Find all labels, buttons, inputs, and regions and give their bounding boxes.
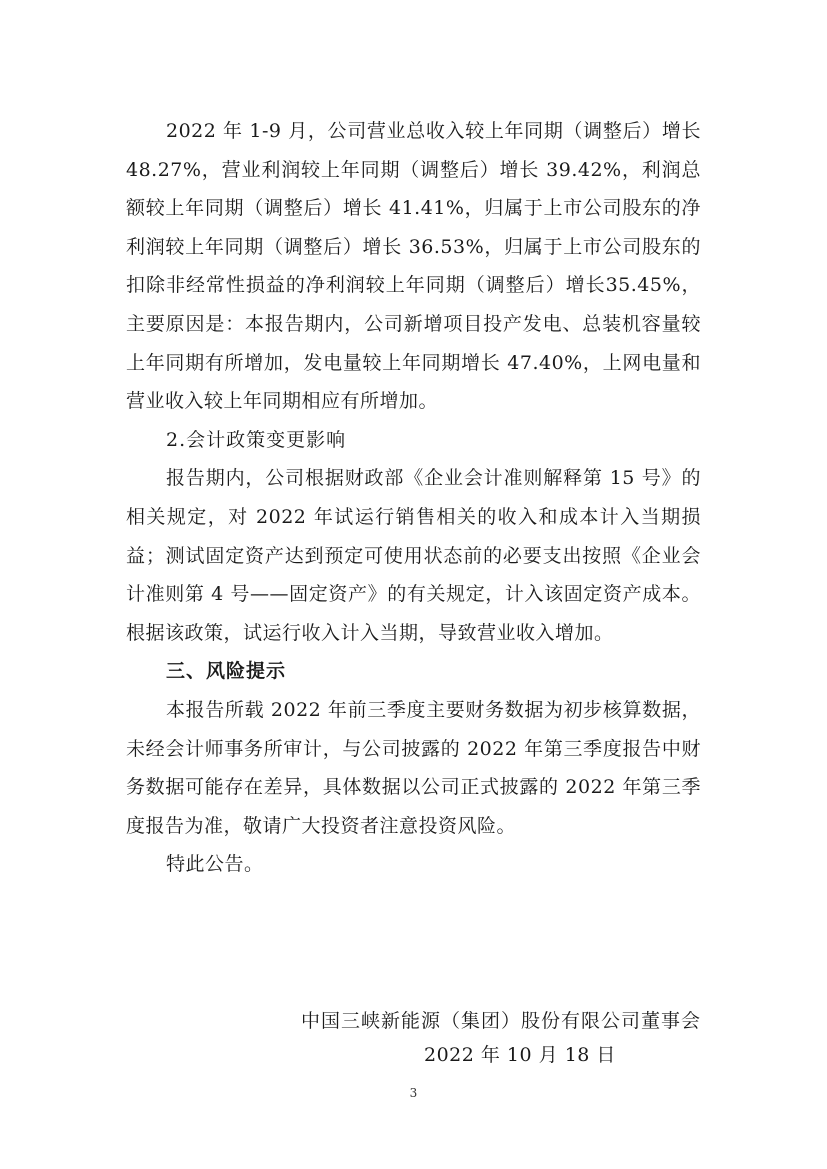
closing-statement: 特此公告。 bbox=[166, 853, 264, 876]
signature-date: 2022 年 10 月 18 日 bbox=[424, 1044, 616, 1066]
subheading-accounting-policy: 2.会计政策变更影响 bbox=[166, 428, 347, 451]
paragraph-accounting-policy: 报告期内，公司根据财政部《企业会计准则解释第 15 号》的相关规定，对 2022 年试运行销售相关的收入和成本计入当期损益；测试固定资产达到预定可使用状态前的必要支出按照《企业会计准则第 4 号——固定资产》的有关规定，计入该固定资产成本。根据该政策，试运行收入计入当期，导致营业收入增加。 bbox=[126, 467, 701, 644]
signature-block bbox=[126, 1004, 701, 1072]
section-title-risk: 三、风险提示 bbox=[166, 660, 287, 683]
document-body bbox=[126, 112, 701, 884]
paragraph-risk-notice: 本报告所载 2022 年前三季度主要财务数据为初步核算数据，未经会计师事务所审计，与公司披露的 2022 年第三季度报告中财务数据可能存在差异，具体数据以公司正式披露的 2022 年第三季度报告为准，敬请广大投资者注意投资风险。 bbox=[126, 698, 701, 837]
page-number: 3 bbox=[409, 1086, 418, 1100]
signature-company: 中国三峡新能源（集团）股份有限公司董事会 bbox=[300, 1010, 701, 1032]
paragraph-revenue-growth: 2022 年 1-9 月，公司营业总收入较上年同期（调整后）增长 48.27%，营业利润较上年同期（调整后）增长 39.42%，利润总额较上年同期（调整后）增长 41.41%，归属于上市公司股东的净利润较上年同期（调整后）增长 36.53%，归属于上市公司股东的扣除非经常性损益的净利润较上年同期（调整后）增长35.45%，主要原因是：本报告期内，公司新增项目投产发电、总装机容量较上年同期有所增加，发电量较上年同期增长 47.40%，上网电量和营业收入较上年同期相应有所增加。 bbox=[126, 120, 701, 413]
